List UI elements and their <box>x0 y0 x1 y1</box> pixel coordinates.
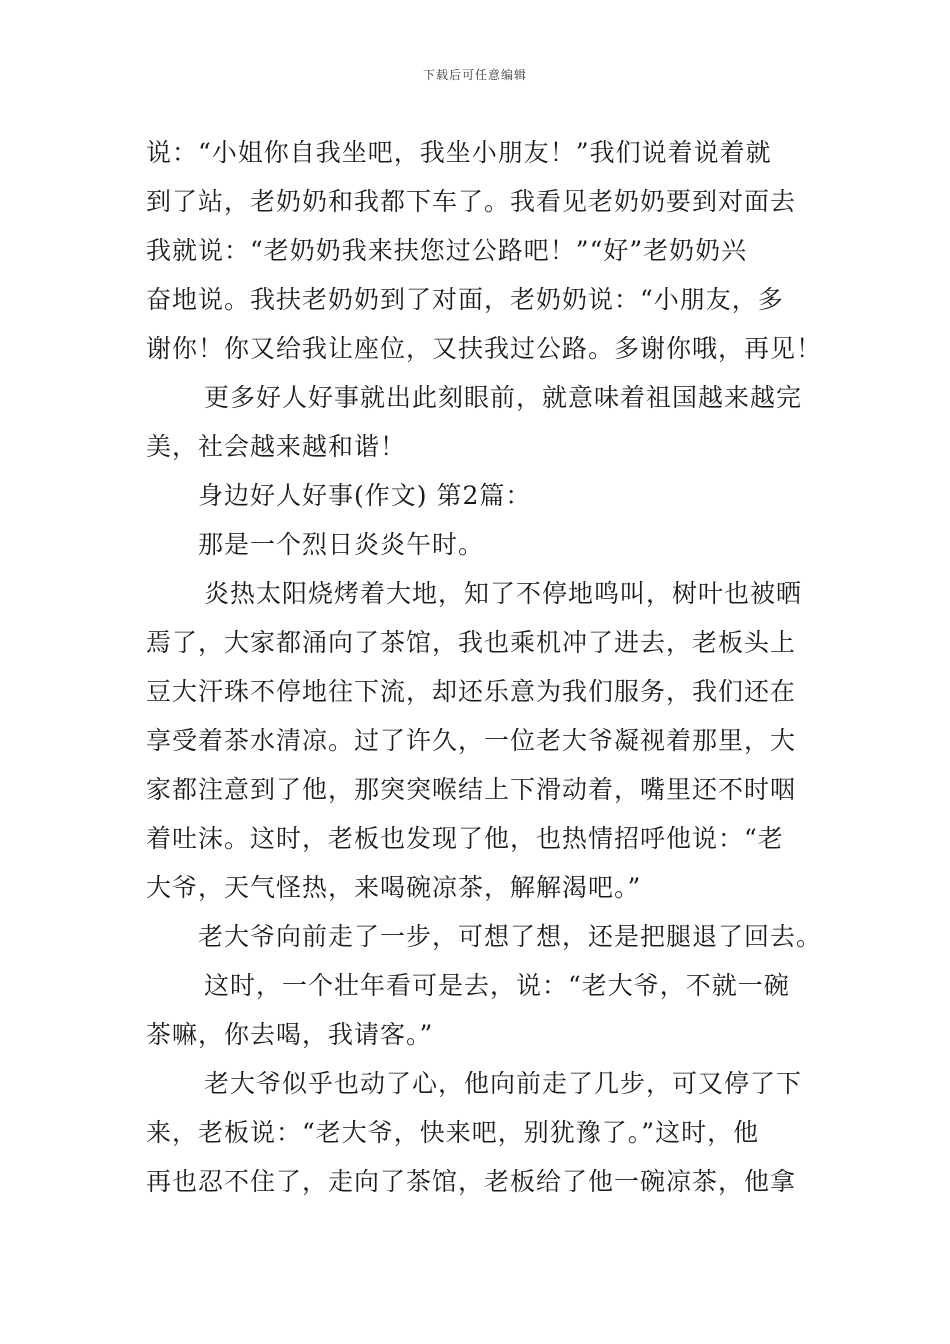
text-line: 茶嘛，你去喝，我请客。” <box>146 1020 434 1049</box>
document-body <box>146 128 823 1206</box>
text-line: 美，社会越来越和谐！ <box>146 432 407 461</box>
text-line: 享受着茶水清凉。过了许久，一位老大爷凝视着那里，大 <box>146 726 797 755</box>
text-line: 老大爷向前走了一步，可想了想，还是把腿退了回去。 <box>198 922 823 951</box>
text-line: 来，老板说：“老大爷，快来吧，别犹豫了。”这时，他 <box>146 1118 760 1147</box>
text-line: 炎热太阳烧烤着大地，知了不停地鸣叫，树叶也被晒 <box>204 579 803 608</box>
text-line: 谢你！你又给我让座位，又扶我过公路。多谢你哦，再见！ <box>146 334 823 363</box>
text-line: 身边好人好事(作文) 第2篇： <box>198 481 532 510</box>
text-line: 更多好人好事就出此刻眼前，就意味着祖国越来越完 <box>204 383 803 412</box>
text-line: 大爷，天气怪热，来喝碗凉茶，解解渴吧。” <box>146 873 642 902</box>
text-line: 焉了，大家都涌向了茶馆，我也乘机冲了进去，老板头上 <box>146 628 797 657</box>
text-line: 再也忍不住了，走向了茶馆，老板给了他一碗凉茶，他拿 <box>146 1167 797 1196</box>
text-line: 奋地说。我扶老奶奶到了对面，老奶奶说：“小朋友，多 <box>146 285 784 314</box>
text-line: 这时，一个壮年看可是去，说：“老大爷，不就一碗 <box>204 971 790 1000</box>
text-line: 家都注意到了他，那突突喉结上下滑动着，嘴里还不时咽 <box>146 775 797 804</box>
text-line: 说：“小姐你自我坐吧，我坐小朋友！”我们说着说着就 <box>146 138 772 167</box>
text-line: 我就说：“老奶奶我来扶您过公路吧！”“好”老奶奶兴 <box>146 236 748 265</box>
text-line: 着吐沫。这时，老板也发现了他，也热情招呼他说：“老 <box>146 824 784 853</box>
text-line: 那是一个烈日炎炎午时。 <box>198 530 485 559</box>
text-line: 老大爷似乎也动了心，他向前走了几步，可又停了下 <box>204 1069 803 1098</box>
page-header: 下载后可任意编辑 <box>422 68 527 82</box>
text-line: 豆大汗珠不停地往下流，却还乐意为我们服务，我们还在 <box>146 677 797 706</box>
text-line: 到了站，老奶奶和我都下车了。我看见老奶奶要到对面去 <box>146 187 797 216</box>
